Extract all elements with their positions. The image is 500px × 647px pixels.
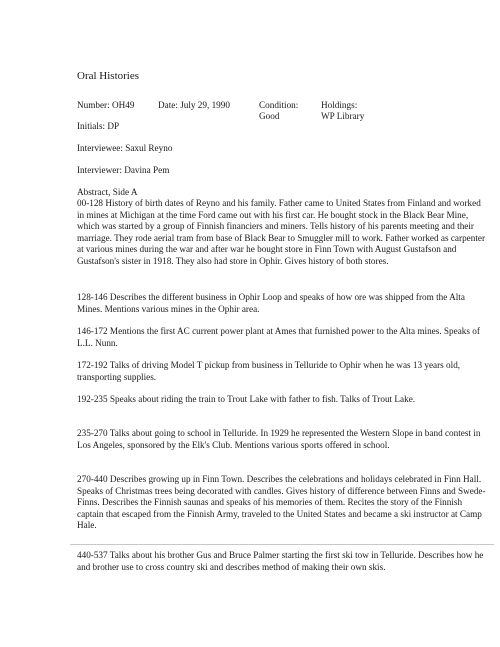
- holdings-value: WP Library: [321, 111, 365, 121]
- initials: Initials: DP: [77, 121, 120, 131]
- abstract-paragraph: 270-440 Describes growing up in Finn Town. Describes the celebrations and holidays celebrated in Finn Hall. Speaks of Christmas trees being decorated with candles. Gives history of difference between Finns and Swede-Finns. Describes the Finnish saunas and speaks of his memories of them. Recites the story of the Finnish captain that escaped from the Finnish Army, traveled to the United States and became a ski instructor at Camp Hale.: [77, 474, 486, 531]
- abstract-paragraph: 235-270 Talks about going to school in Telluride. In 1929 he represented the Western Slope in band contest in Los Angeles, sponsored by the Elk's Club. Mentions various sports offered in school.: [77, 428, 481, 450]
- interviewee: Interviewee: Saxul Reyno: [77, 143, 173, 153]
- abstract-heading: Abstract, Side A: [77, 187, 138, 197]
- interview-date: Date: July 29, 1990: [158, 100, 230, 110]
- abstract-paragraph: 146-172 Mentions the first AC current power plant at Ames that furnished power to the Alta mines. Speaks of L.L. Nunn.: [77, 326, 480, 348]
- abstract-paragraph: 128-146 Describes the different business in Ophir Loop and speaks of how ore was shipped from the Alta Mines. Mentions various mines in the Ophir area.: [77, 292, 465, 314]
- divider-line: [70, 544, 494, 545]
- abstract-paragraph: 00-128 History of birth dates of Reyno and his family. Father came to United States from Finland and worked in mines at Michigan at the time Ford came out with his first car. He bought stock in the Black Bear Mine, which was started by a group of Finnish financiers and miners. Tells history of his parents meeting and their marriage. They rode aerial tram from base of Black Bear to Smuggler mill to work. Father worked as carpenter at various mines during the war and after war he bought store in Finn Town with August Gustafson and Gustafson's sister in 1918. They also had store in Ophir. Gives history of both stores.: [77, 198, 486, 266]
- condition-value: Good: [259, 111, 280, 121]
- oral-history-number: Number: OH49: [77, 100, 135, 110]
- holdings-label: Holdings:: [321, 100, 358, 110]
- abstract-paragraph: 192-235 Speaks about riding the train to Trout Lake with father to fish. Talks of Trout Lake.: [77, 394, 416, 404]
- abstract-paragraph: 440-537 Talks about his brother Gus and Bruce Palmer starting the first ski tow in Telluride. Describes how he and brother use to cross country ski and describes method of making their own skis.: [77, 550, 484, 572]
- abstract-paragraph: 172-192 Talks of driving Model T pickup from business in Telluride to Ophir when he was 13 years old, transporting supplies.: [77, 360, 461, 382]
- interviewer: Interviewer: Davina Pem: [77, 165, 170, 175]
- condition-label: Condition:: [259, 100, 299, 110]
- document-title: Oral Histories: [77, 70, 140, 82]
